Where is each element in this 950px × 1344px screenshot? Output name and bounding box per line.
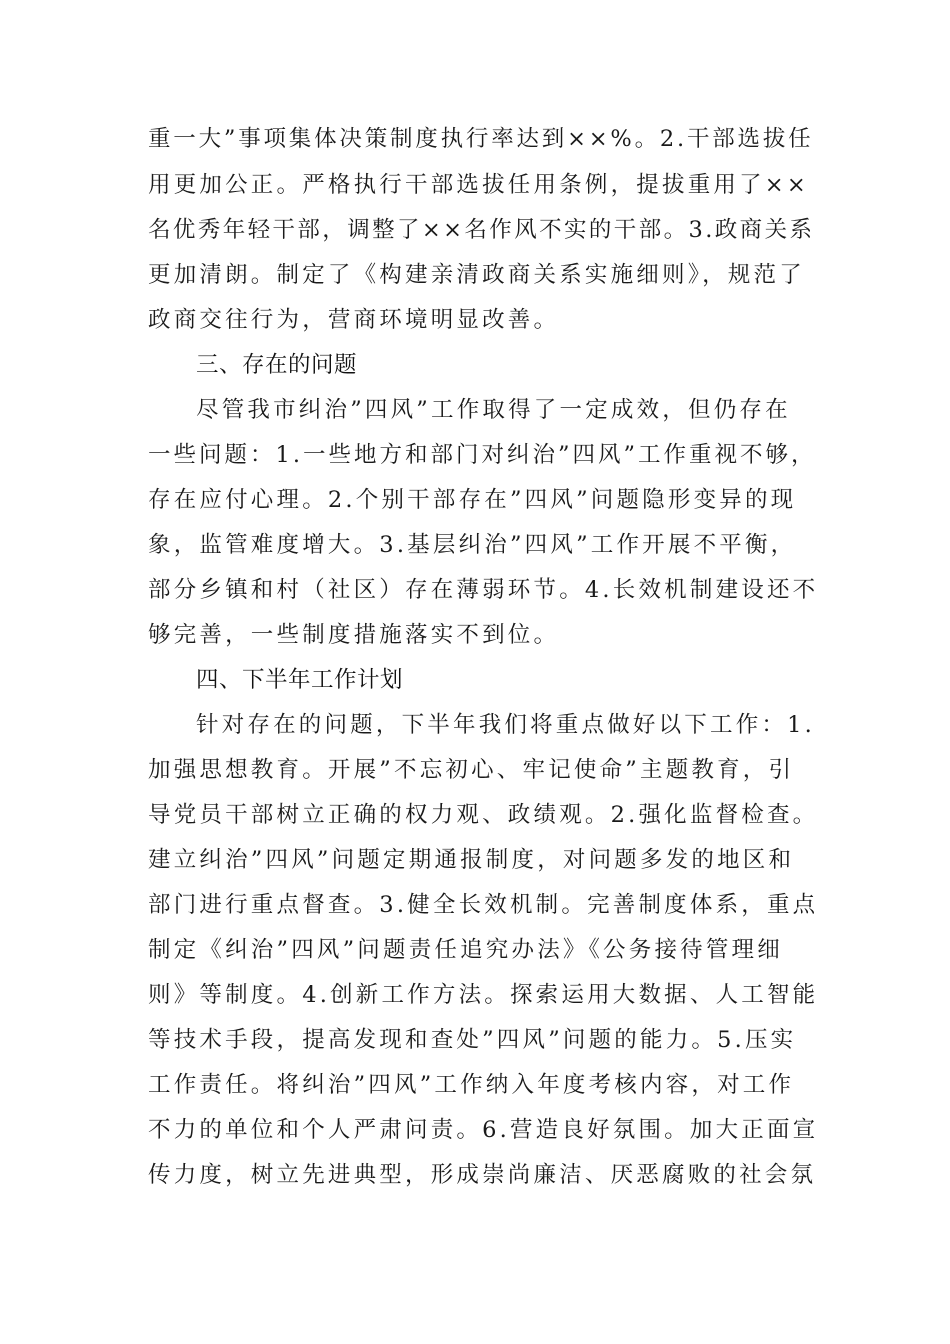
- paragraph-line: 够完善，一些制度措施落实不到位。: [148, 622, 560, 648]
- paragraph-line: 一些问题：1.一些地方和部门对纠治”四风”工作重视不够，: [148, 442, 817, 468]
- paragraph-line: 存在应付心理。2.个别干部存在”四风”问题隐形变异的现: [148, 487, 797, 513]
- paragraph-line: 工作责任。将纠治”四风”工作纳入年度考核内容，对工作: [148, 1072, 795, 1098]
- paragraph-line: 名优秀年轻干部，调整了××名作风不实的干部。3.政商关系: [148, 217, 815, 243]
- paragraph-line: 尽管我市纠治”四风”工作取得了一定成效，但仍存在: [196, 397, 791, 423]
- paragraph-line: 等技术手段，提高发现和查处”四风”问题的能力。5.压实: [148, 1027, 797, 1053]
- paragraph-line: 部分乡镇和村（社区）存在薄弱环节。4.长效机制建设还不: [148, 577, 819, 603]
- paragraph-line: 更加清朗。制定了《构建亲清政商关系实施细则》，规范了: [148, 262, 805, 288]
- paragraph-line: 针对存在的问题，下半年我们将重点做好以下工作：1.: [196, 712, 815, 738]
- paragraph-line: 重一大”事项集体决策制度执行率达到××%。2.干部选拔任: [148, 126, 814, 152]
- paragraph-line: 传力度，树立先进典型，形成崇尚廉洁、厌恶腐败的社会氛: [148, 1162, 817, 1188]
- paragraph-line: 象，监管难度增大。3.基层纠治”四风”工作开展不平衡，: [148, 532, 797, 558]
- paragraph-line: 建立纠治”四风”问题定期通报制度，对问题多发的地区和: [148, 847, 795, 873]
- paragraph-line: 则》等制度。4.创新工作方法。探索运用大数据、人工智能: [148, 982, 819, 1008]
- paragraph-line: 政商交往行为，营商环境明显改善。: [148, 307, 560, 333]
- paragraph-line: 导党员干部树立正确的权力观、政绩观。2.强化监督检查。: [148, 802, 819, 828]
- section-heading-problems: 三、存在的问题: [196, 352, 358, 378]
- paragraph-line: 制定《纠治”四风”问题责任追究办法》《公务接待管理细: [148, 937, 783, 963]
- paragraph-line: 用更加公正。严格执行干部选拔任用条例，提拔重用了××: [148, 172, 809, 198]
- paragraph-line: 不力的单位和个人严肃问责。6.营造良好氛围。加大正面宣: [148, 1117, 819, 1143]
- paragraph-line: 部门进行重点督查。3.健全长效机制。完善制度体系，重点: [148, 892, 819, 918]
- paragraph-line: 加强思想教育。开展”不忘初心、牢记使命”主题教育，引: [148, 757, 795, 783]
- section-heading-plan: 四、下半年工作计划: [196, 667, 404, 693]
